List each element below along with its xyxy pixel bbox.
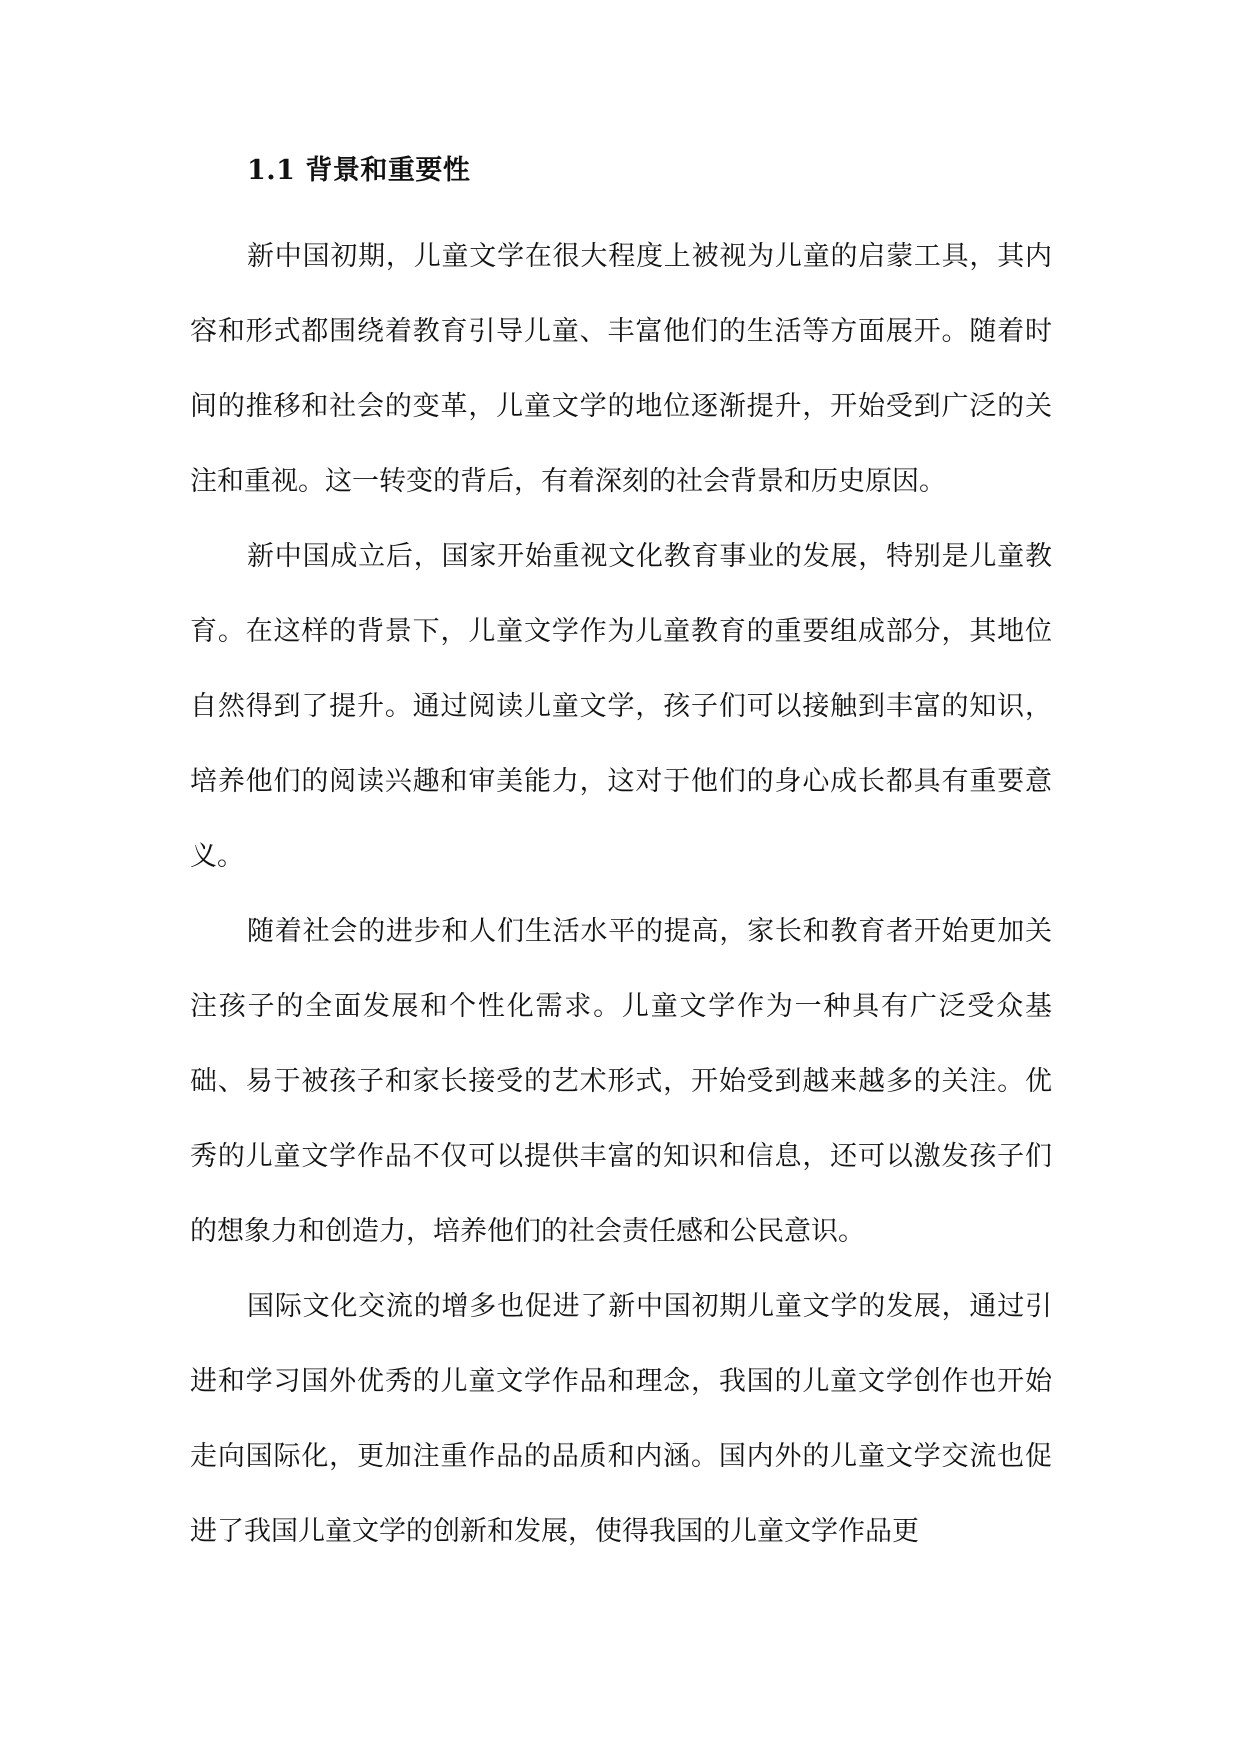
- page-content: [190, 145, 1052, 1569]
- paragraph-3: 随着社会的进步和人们生活水平的提高，家长和教育者开始更加关注孩子的全面发展和个性化需求。儿童文学作为一种具有广泛受众基础、易于被孩子和家长接受的艺术形式，开始受到越来越多的关注。优秀的儿童文学作品不仅可以提供丰富的知识和信息，还可以激发孩子们的想象力和创造力，培养他们的社会责任感和公民意识。: [190, 916, 1052, 1247]
- paragraph-4: 国际文化交流的增多也促进了新中国初期儿童文学的发展，通过引进和学习国外优秀的儿童文学作品和理念，我国的儿童文学创作也开始走向国际化，更加注重作品的品质和内涵。国内外的儿童文学交流也促进了我国儿童文学的创新和发展，使得我国的儿童文学作品更: [190, 1291, 1052, 1547]
- paragraph-1: 新中国初期，儿童文学在很大程度上被视为儿童的启蒙工具，其内容和形式都围绕着教育引导儿童、丰富他们的生活等方面展开。随着时间的推移和社会的变革，儿童文学的地位逐渐提升，开始受到广泛的关注和重视。这一转变的背后，有着深刻的社会背景和历史原因。: [190, 241, 1052, 497]
- section-heading: 1.1 背景和重要性: [247, 155, 471, 186]
- paragraph-2: 新中国成立后，国家开始重视文化教育事业的发展，特别是儿童教育。在这样的背景下，儿童文学作为儿童教育的重要组成部分，其地位自然得到了提升。通过阅读儿童文学，孩子们可以接触到丰富的知识，培养他们的阅读兴趣和审美能力，这对于他们的身心成长都具有重要意义。: [190, 541, 1052, 872]
